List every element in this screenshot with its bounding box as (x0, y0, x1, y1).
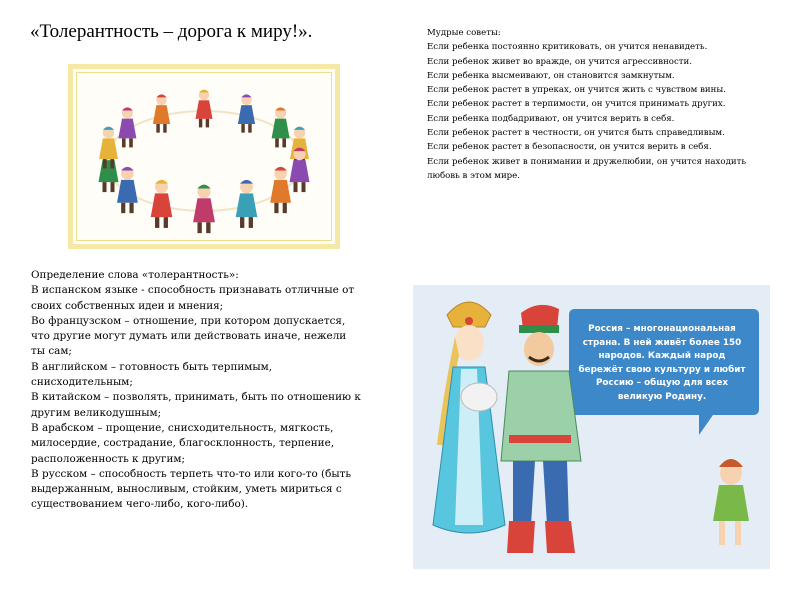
dancer-figure (236, 180, 258, 228)
page-title: «Толерантность – дорога к миру!». (30, 21, 313, 42)
dancer-figure (193, 185, 215, 234)
dancer-figure (238, 94, 255, 132)
advice-line: Если ребенок живет в понимании и дружелюбии, он учится находить любовь в этом мире. (427, 156, 747, 181)
advice-line: Если ребенка постоянно критиковать, он учится ненавидеть. (427, 42, 708, 53)
wise-advice-block (427, 26, 772, 183)
advice-heading: Мудрые советы: (427, 28, 501, 38)
round-dance-drawing (73, 69, 335, 244)
definition-line: Определение слова «толерантность»: (31, 269, 239, 281)
advice-line: Если ребенок растет в терпимости, он учится принимать других. (427, 99, 726, 110)
definition-line: В русском – способность терпеть что-то или кого-то (быть выдержанным, выносливым, стойким, уметь мириться с существованием чего-либо, кого-либо). (31, 467, 352, 511)
dancer-figure (117, 167, 138, 213)
small-girl-figure (713, 459, 749, 545)
advice-line: Если ребенка подбадривают, он учится верить в себя. (427, 113, 675, 124)
advice-line: Если ребенок растет в честности, он учится быть справедливым. (427, 128, 725, 139)
woman-figure (433, 302, 505, 533)
definition-line: Во французском – отношение, при котором допускается, что другие могут думать или действовать иначе, нежели ты сам; (31, 314, 347, 358)
definition-line: В английском – готовность быть терпимым, снисходительным; (31, 360, 273, 389)
definition-line: В испанском языке - способность признавать отличные от своих собственных идеи и мнения; (31, 284, 355, 312)
dancer-figure (118, 107, 136, 147)
dancer-figure (270, 167, 291, 213)
definition-block (31, 268, 361, 513)
definition-line: В китайском – позволять, принимать, быть по отношению к другим великодушным; (31, 391, 361, 419)
advice-line: Если ребенка высмеивают, он становится замкнутым. (427, 70, 675, 81)
russia-nations-illustration (413, 285, 770, 569)
children-round-dance-illustration (68, 64, 340, 249)
advice-line: Если ребенок растет в безопасности, он учится верить в себя. (427, 142, 712, 153)
dancer-figure (153, 94, 170, 132)
dancer-figure (272, 107, 290, 147)
advice-line: Если ребенок растет в упреках, он учится жить с чувством вины. (427, 85, 726, 96)
dancer-figure (196, 90, 213, 128)
definition-line: В арабском – прощение, снисходительность, мягкость, милосердие, сострадание, благосклонность, терпение, расположенность к другим; (31, 421, 335, 465)
speech-bubble-text: Россия – многонациональная страна. В ней живёт более 150 народов. Каждый народ бережёт свою культуру и любит Россию – общую для всех великую Родину. (578, 324, 746, 402)
dancer-figure (151, 180, 173, 228)
advice-line: Если ребенок живет во вражде, он учится агрессивности. (427, 56, 693, 67)
